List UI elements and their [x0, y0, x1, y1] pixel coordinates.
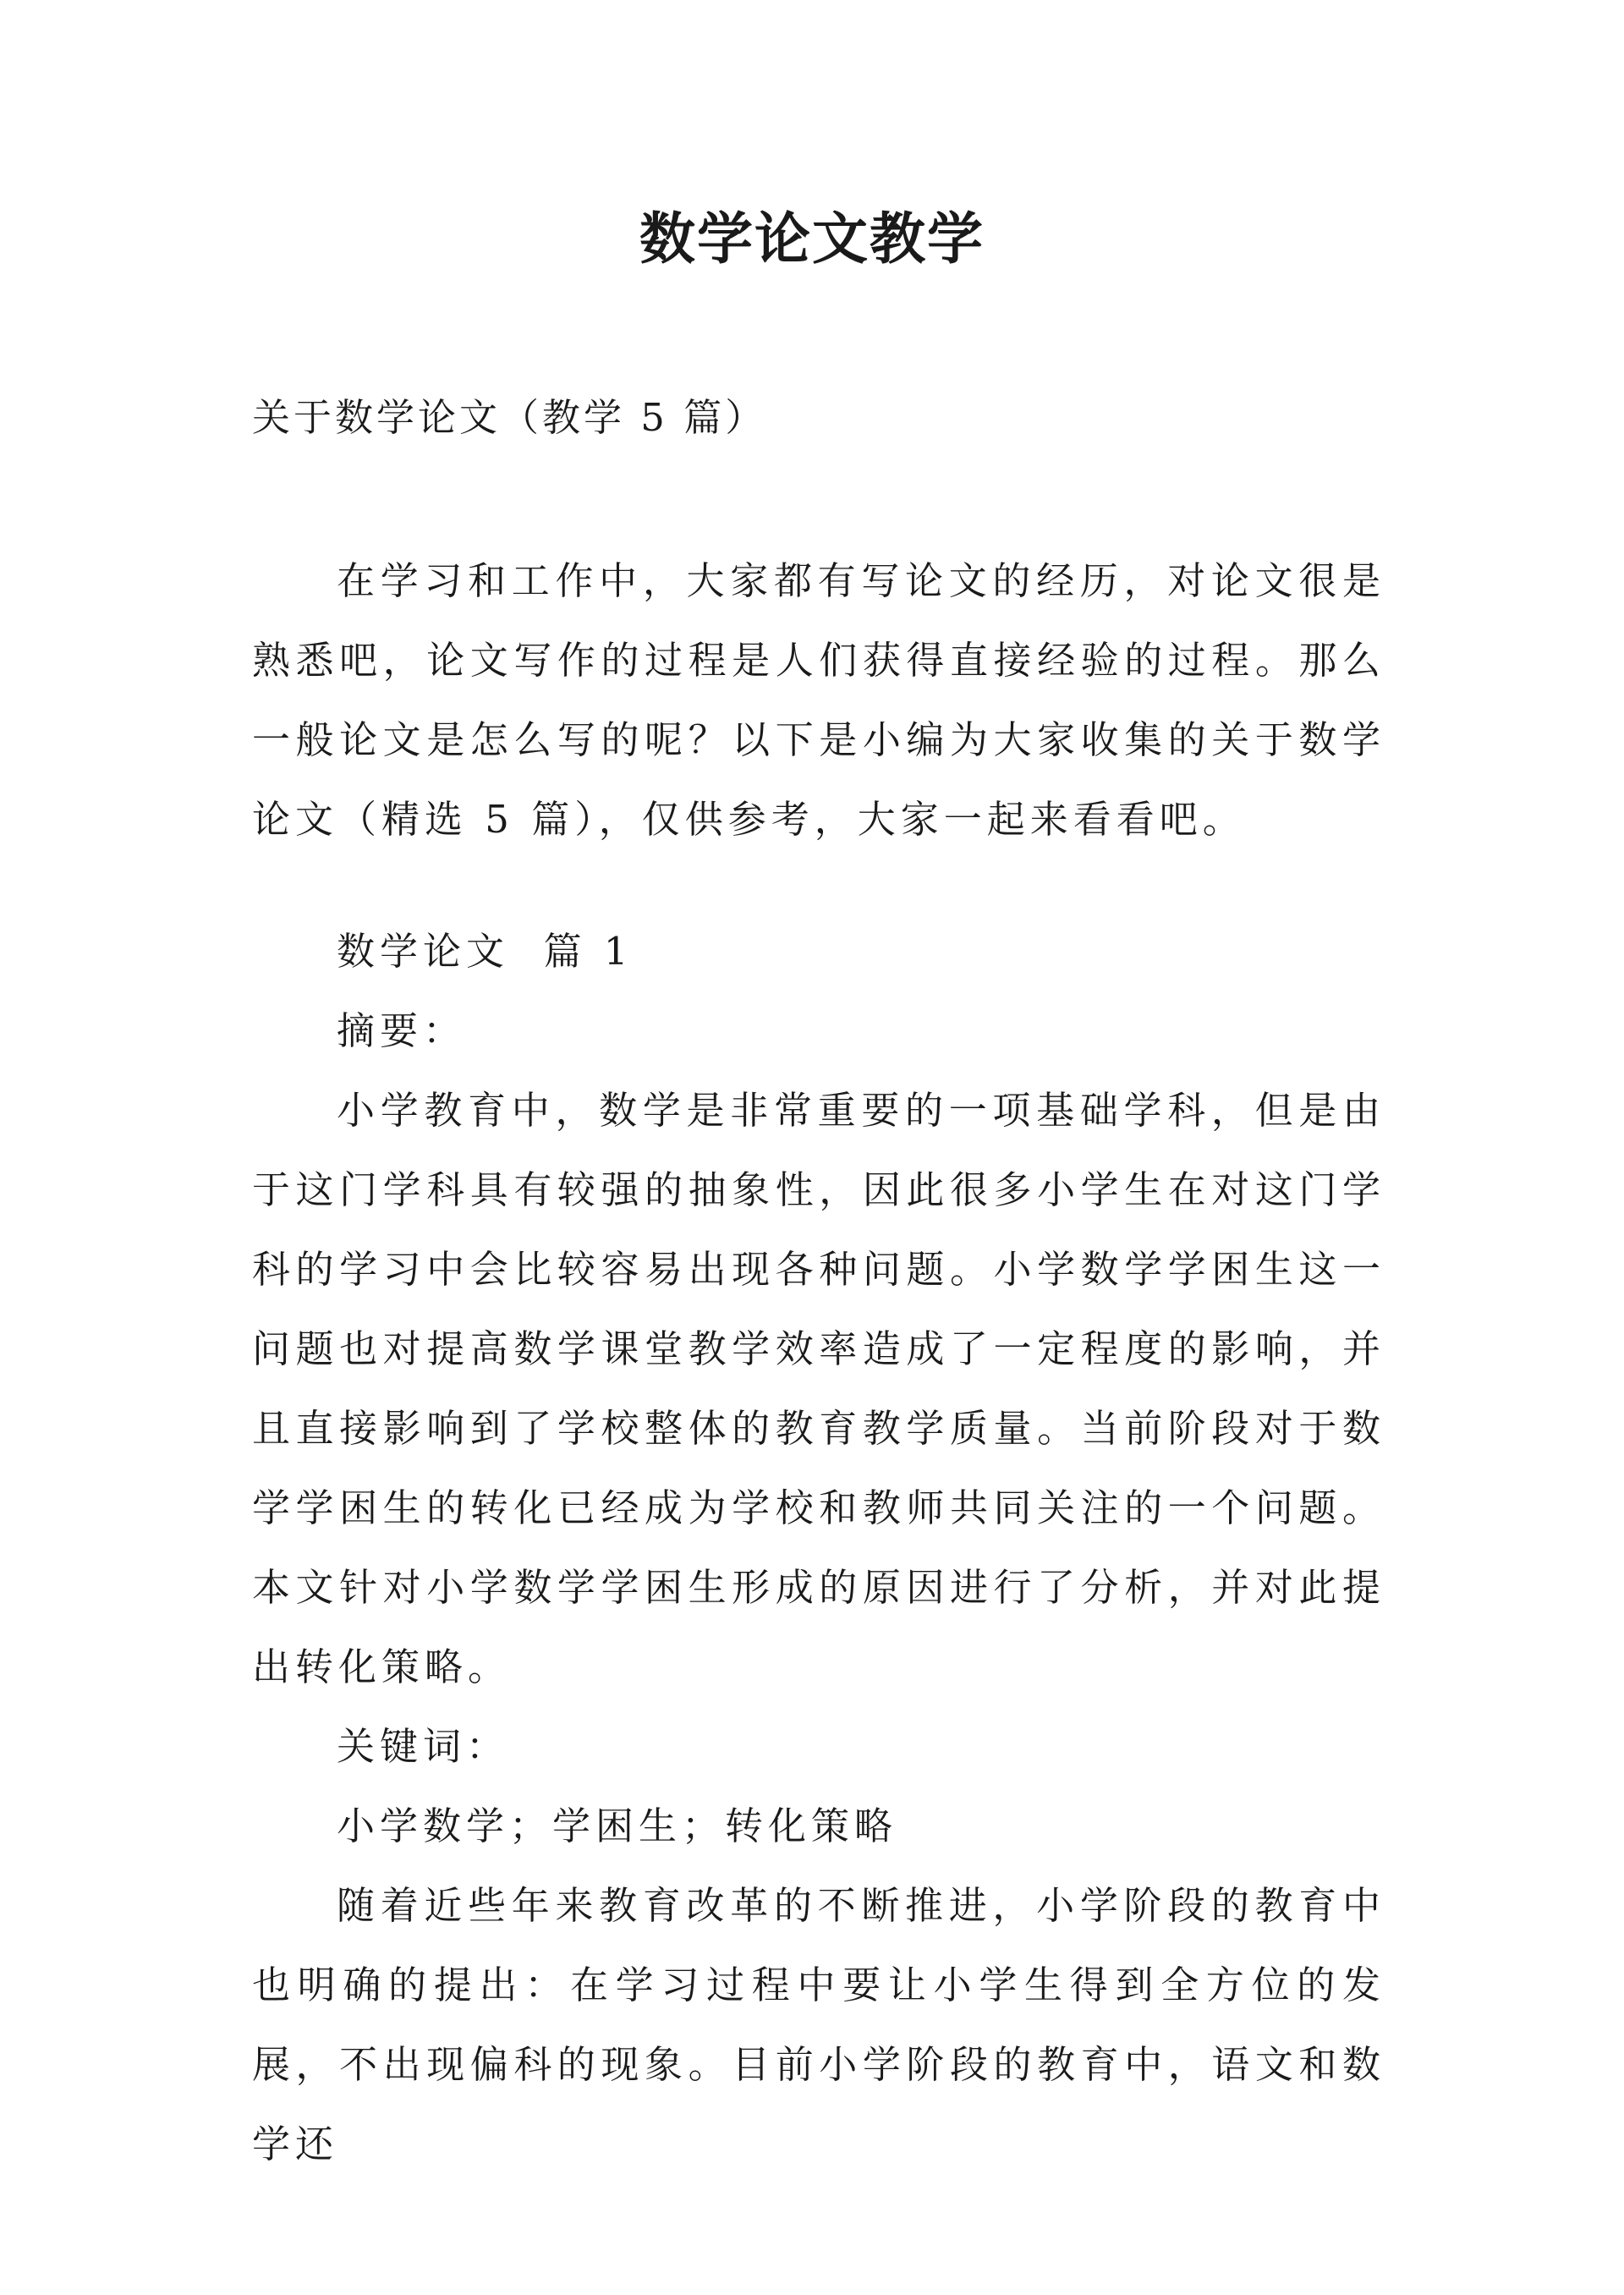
- document-subtitle: 关于数学论文（教学 5 篇）: [252, 395, 767, 440]
- document-title: 数学论文教学: [639, 206, 985, 272]
- article-1-section: [252, 912, 1385, 2184]
- body-paragraph: 随着近些年来教育改革的不断推进，小学阶段的教育中也明确的提出：在学习过程中要让小学生得到全方位的发展，不出现偏科的现象。目前小学阶段的教育中，语文和数学还: [252, 1883, 1385, 2166]
- intro-paragraph: 在学习和工作中，大家都有写论文的经历，对论文很是熟悉吧，论文写作的过程是人们获得直接经验的过程。那么一般论文是怎么写的呢？以下是小编为大家收集的关于数学论文（精选 5 篇），仅供参考，大家一起来看看吧。: [252, 558, 1385, 842]
- article-heading: 数学论文 篇 1: [337, 929, 634, 974]
- keywords-label: 关键词：: [337, 1724, 510, 1769]
- intro-section: [252, 541, 1385, 859]
- abstract-label: 摘要：: [337, 1008, 467, 1053]
- keywords-text: 小学数学；学困生；转化策略: [337, 1804, 898, 1848]
- abstract-paragraph: 小学教育中，数学是非常重要的一项基础学科，但是由于这门学科具有较强的抽象性，因此很多小学生在对这门学科的学习中会比较容易出现各种问题。小学数学学困生这一问题也对提高数学课堂教学效率造成了一定程度的影响，并且直接影响到了学校整体的教育教学质量。当前阶段对于数学学困生的转化已经成为学校和教师共同关注的一个问题。本文针对小学数学学困生形成的原因进行了分析，并对此提出转化策略。: [252, 1088, 1385, 1689]
